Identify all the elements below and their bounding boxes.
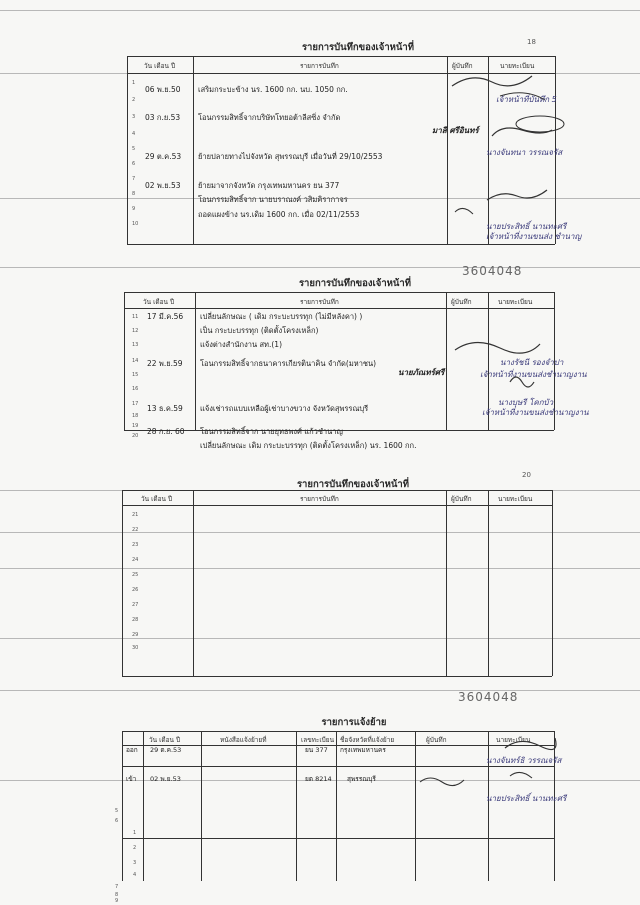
- row-number: 24: [132, 557, 139, 563]
- row-number: 7: [132, 176, 136, 182]
- header-registrar: นายทะเบียน: [498, 298, 533, 306]
- header-recorder: ผู้บันทึก: [452, 62, 473, 70]
- out-plate: ยน 377: [305, 746, 328, 754]
- entry-date: 06 พ.ย.50: [145, 85, 181, 94]
- row-number: 30: [132, 645, 139, 651]
- page-title: รายการบันทึกของเจ้าหน้าที่: [301, 42, 415, 53]
- header-entry: รายการบันทึก: [300, 298, 339, 306]
- official-stamp: นายประสิทธิ์ นานทะศรี: [486, 222, 567, 231]
- entry-text: ย้ายปลายทางไปจังหวัด สุพรรณบุรี เมื่อวันที่ 29/10/2553: [198, 152, 383, 161]
- header-province: ชื่อจังหวัดที่แจ้งย้าย: [340, 736, 395, 744]
- header-notice-no: หนังสือแจ้งย้ายที่: [220, 736, 267, 744]
- row-number: 20: [132, 433, 139, 439]
- entry-text: เปลี่ยนลักษณะ เดิม กระบะบรรทุก (ติดตั้งโครงเหล็ก) นร. 1600 กก.: [200, 441, 417, 450]
- header-registrar: นายทะเบียน: [498, 495, 533, 503]
- out-province: กรุงเทพมหานคร: [340, 746, 386, 754]
- row-number: 28: [132, 617, 139, 623]
- document-number: 3604048: [462, 264, 523, 278]
- header-date: วัน เดือน ปี: [141, 495, 173, 503]
- row-number: 4: [133, 872, 137, 878]
- official-stamp: เจ้าหน้าที่งานขนส่ง ชำนาญ: [486, 232, 582, 241]
- official-stamp: นายประสิทธิ์ นานทะศรี: [486, 794, 567, 803]
- entry-text: เปลี่ยนลักษณะ ( เดิม กระบะบรรทุก (ไม่มีหลังคา) ): [200, 312, 363, 321]
- official-stamp: นางจันทนา วรรณจรัส: [486, 148, 563, 157]
- entry-text: โอนกรรมสิทธิ์จาก นายบราณงค์ วสิมคิรากาจร: [198, 195, 348, 204]
- official-stamp: มาลี ศรีอินทร์: [432, 126, 479, 135]
- in-label: เข้า: [126, 775, 137, 783]
- row-number: 3: [132, 114, 136, 120]
- page-number: 20: [522, 471, 531, 479]
- row-number: 11: [132, 314, 139, 320]
- header-date: วัน เดือน ปี: [143, 298, 175, 306]
- row-number: 17: [132, 401, 139, 407]
- row-number: 4: [132, 131, 136, 137]
- row-number: 16: [132, 386, 139, 392]
- entry-date: 28 ก.ย. 60: [147, 427, 185, 436]
- entry-date: 02 พ.ย.53: [145, 181, 181, 190]
- row-number: 10: [132, 221, 139, 227]
- row-number: 22: [132, 527, 139, 533]
- entry-date: 17 มี.ค.56: [147, 312, 184, 321]
- header-recorder: ผู้บันทึก: [451, 495, 472, 503]
- entry-text: ถอดแผงข้าง นร.เดิม 1600 กก. เมื่อ 02/11/2553: [198, 210, 360, 219]
- header-entry: รายการบันทึก: [300, 62, 339, 70]
- row-number: 14: [132, 358, 139, 364]
- row-number: 5: [115, 808, 119, 814]
- official-stamp: เจ้าหน้าที่บันทึก 5: [496, 95, 557, 104]
- entry-date: 29 ต.ค.53: [145, 152, 182, 161]
- row-number: 1: [132, 80, 136, 86]
- header-registrar: นายทะเบียน: [496, 736, 531, 744]
- in-province: สุพรรณบุรี: [347, 775, 376, 783]
- entry-text: โอนกรรมสิทธิ์จากธนาคารเกียรตินาคิน จำกัด(มหาชน): [200, 359, 377, 368]
- row-number: 21: [132, 512, 139, 518]
- header-recorder: ผู้บันทึก: [426, 736, 447, 744]
- entry-date: 13 ธ.ค.59: [147, 404, 183, 413]
- row-number: 25: [132, 572, 139, 578]
- entry-text: เป็น กระบะบรรทุก (ติดตั้งโครงเหล็ก): [200, 326, 319, 335]
- entry-text: โอนกรรมสิทธิ์จาก นายยุทธพงศ์ แก้วชำนาญ: [200, 427, 343, 436]
- header-date: วัน เดือน ปี: [144, 62, 176, 70]
- row-number: 8: [115, 892, 119, 898]
- page-number: 18: [527, 38, 536, 46]
- official-stamp: เจ้าหน้าที่งานขนส่งชำนาญงาน: [480, 370, 587, 379]
- out-label: ออก: [126, 746, 138, 754]
- entry-text: แจ้งต่างสำนักงาน สท.(1): [200, 340, 283, 349]
- row-number: 23: [132, 542, 139, 548]
- row-number: 3: [133, 860, 137, 866]
- row-number: 29: [132, 632, 139, 638]
- header-entry: รายการบันทึก: [300, 495, 339, 503]
- row-number: 9: [115, 898, 119, 904]
- row-number: 9: [132, 206, 136, 212]
- row-number: 5: [132, 146, 136, 152]
- page-title: รายการบันทึกของเจ้าหน้าที่: [298, 278, 412, 289]
- row-number: 1: [133, 830, 137, 836]
- row-number: 7: [115, 884, 119, 890]
- header-registrar: นายทะเบียน: [500, 62, 535, 70]
- in-date: 02 พ.ย.53: [150, 775, 181, 783]
- page-title: รายการบันทึกของเจ้าหน้าที่: [296, 479, 410, 490]
- page-title: รายการแจ้งย้าย: [321, 717, 387, 728]
- header-plate: เลขทะเบียน: [301, 736, 335, 744]
- official-stamp: นางจันทร์ธิ วรรณจรัส: [486, 756, 562, 765]
- row-number: 2: [133, 845, 137, 851]
- entry-text: ย้ายมาจากจังหวัด กรุงเทพมหานคร ยน 377: [198, 181, 340, 190]
- entry-text: เสริมกระบะข้าง นร. 1600 กก. นบ. 1050 กก.: [198, 85, 348, 94]
- row-number: 6: [115, 818, 119, 824]
- row-number: 12: [132, 328, 139, 334]
- row-number: 19: [132, 423, 139, 429]
- official-stamp: นางรัชนี รองจำปา: [500, 358, 564, 367]
- row-number: 6: [132, 161, 136, 167]
- document-number: 3604048: [458, 690, 519, 704]
- row-number: 15: [132, 372, 139, 378]
- row-number: 18: [132, 413, 139, 419]
- entry-date: 03 ก.ย.53: [145, 113, 181, 122]
- official-stamp: นายภัณทร์ศรี: [398, 368, 445, 377]
- row-number: 8: [132, 191, 136, 197]
- header-recorder: ผู้บันทึก: [451, 298, 472, 306]
- row-number: 26: [132, 587, 139, 593]
- row-number: 2: [132, 97, 136, 103]
- header-date: วัน เดือน ปี: [149, 736, 181, 744]
- in-plate: ยต 8214: [305, 775, 332, 783]
- official-stamp: เจ้าหน้าที่งานขนส่งชำนาญงาน: [482, 408, 589, 417]
- row-number: 13: [132, 342, 139, 348]
- entry-text: โอนกรรมสิทธิ์จากบริษัทโทยอต้าลีสซิ่ง จำกัด: [198, 113, 341, 122]
- row-number: 27: [132, 602, 139, 608]
- out-date: 29 ต.ค.53: [150, 746, 182, 754]
- entry-date: 22 พ.ย.59: [147, 359, 183, 368]
- entry-text: แจ้งเช่ารถแบบเหลือผู้เช่าบางขวาง จังหวัดสุพรรณบุรี: [200, 404, 369, 413]
- official-stamp: นางบุษรี โคกบัว: [498, 398, 554, 407]
